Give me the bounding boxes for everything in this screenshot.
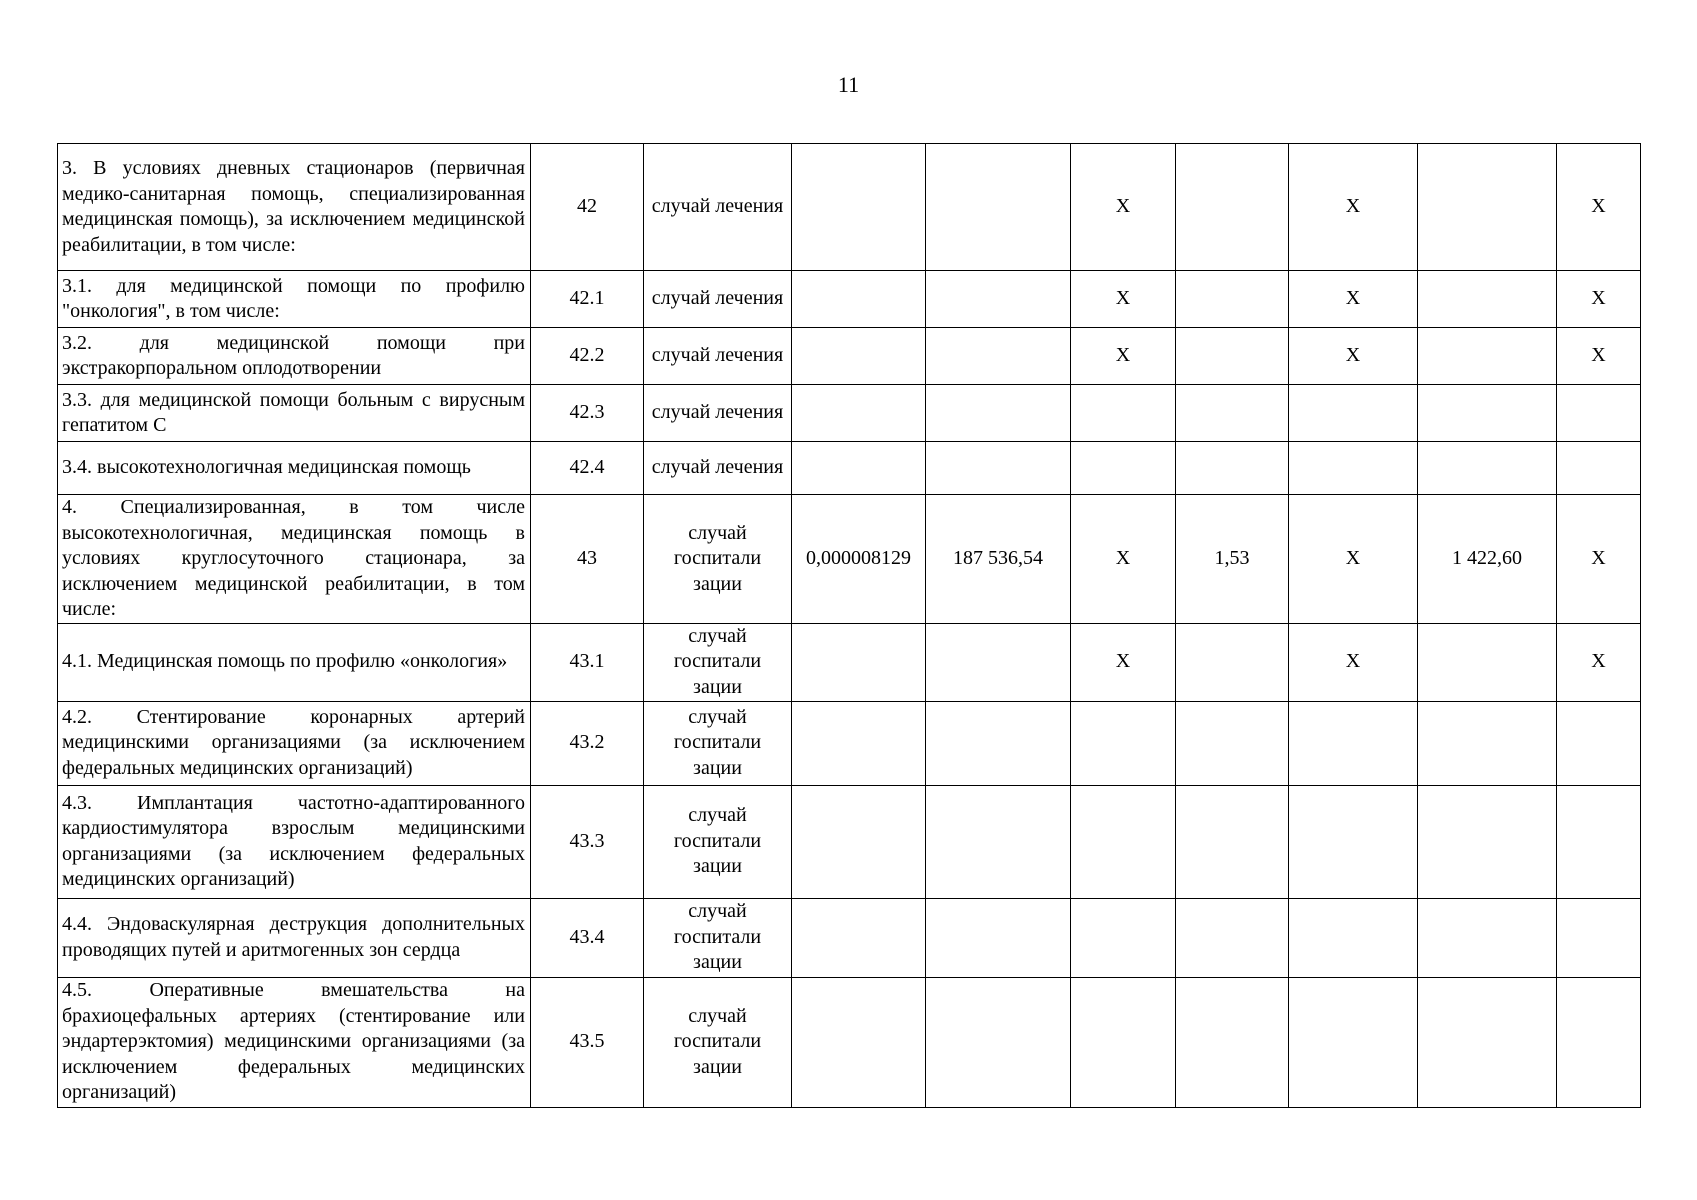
page-number: 11 — [837, 72, 860, 97]
cell-col10: Х — [1557, 328, 1641, 385]
row-name: 3.4. высокотехнологичная медицинская помощь — [58, 442, 531, 495]
table-row — [58, 328, 1641, 385]
cell-col8 — [1289, 785, 1418, 898]
cell-col10 — [1557, 385, 1641, 442]
row-unit: случай лечения — [644, 271, 792, 328]
cell-col5 — [926, 977, 1071, 1107]
data-table — [57, 143, 1641, 1108]
cell-col8 — [1289, 442, 1418, 495]
table-row — [58, 442, 1641, 495]
cell-col6 — [1071, 442, 1176, 495]
cell-col9 — [1418, 977, 1557, 1107]
cell-col6 — [1071, 977, 1176, 1107]
row-name: 4.2. Стентирование коронарных артерий медицинскими организациями (за исключением федеральных медицинских организаций) — [58, 701, 531, 785]
row-unit: случай госпитали зации — [644, 495, 792, 624]
row-name: 4.3. Имплантация частотно-адаптированного кардиостимулятора взрослым медицинскими организациями (за исключением федеральных медицинских организаций) — [58, 785, 531, 898]
cell-col4 — [792, 328, 926, 385]
cell-col7 — [1176, 442, 1289, 495]
cell-col9 — [1418, 701, 1557, 785]
row-name: 3.1. для медицинской помощи по профилю "онкология", в том числе: — [58, 271, 531, 328]
cell-col6: Х — [1071, 271, 1176, 328]
cell-col6: Х — [1071, 623, 1176, 701]
row-name: 3. В условиях дневных стационаров (первичная медико-санитарная помощь, специализированная медицинская помощь), за исключением медицинской реабилитации, в том числе: — [58, 144, 531, 271]
row-code: 43.5 — [531, 977, 644, 1107]
cell-col10: Х — [1557, 271, 1641, 328]
cell-col4 — [792, 623, 926, 701]
row-name: 3.3. для медицинской помощи больным с вирусным гепатитом С — [58, 385, 531, 442]
table-row — [58, 623, 1641, 701]
cell-col7 — [1176, 144, 1289, 271]
cell-col8: Х — [1289, 328, 1418, 385]
cell-col6: Х — [1071, 328, 1176, 385]
row-code: 43.2 — [531, 701, 644, 785]
row-unit: случай госпитали зации — [644, 701, 792, 785]
cell-col7 — [1176, 701, 1289, 785]
cell-col5 — [926, 144, 1071, 271]
cell-col8 — [1289, 701, 1418, 785]
cell-col9 — [1418, 385, 1557, 442]
row-unit: случай лечения — [644, 144, 792, 271]
row-code: 43.1 — [531, 623, 644, 701]
row-name: 4. Специализированная, в том числе высокотехнологичная, медицинская помощь в условиях круглосуточного стационара, за исключением медицинской реабилитации, в том числе: — [58, 495, 531, 624]
cell-col9: 1 422,60 — [1418, 495, 1557, 624]
cell-col4 — [792, 701, 926, 785]
row-code: 43 — [531, 495, 644, 624]
cell-col10 — [1557, 785, 1641, 898]
cell-col5 — [926, 442, 1071, 495]
cell-col7 — [1176, 898, 1289, 977]
cell-col8 — [1289, 977, 1418, 1107]
table-row — [58, 898, 1641, 977]
cell-col5 — [926, 623, 1071, 701]
row-unit: случай госпитали зации — [644, 623, 792, 701]
table-body — [58, 144, 1641, 1108]
cell-col9 — [1418, 271, 1557, 328]
cell-col5: 187 536,54 — [926, 495, 1071, 624]
row-name: 4.5. Оперативные вмешательства на брахиоцефальных артериях (стентирование или эндартерэктомия) медицинскими организациями (за исключением федеральных медицинских организаций) — [58, 977, 531, 1107]
row-code: 42 — [531, 144, 644, 271]
cell-col10 — [1557, 898, 1641, 977]
row-code: 42.2 — [531, 328, 644, 385]
cell-col4: 0,000008129 — [792, 495, 926, 624]
cell-col5 — [926, 328, 1071, 385]
cell-col7: 1,53 — [1176, 495, 1289, 624]
cell-col8: Х — [1289, 144, 1418, 271]
cell-col4 — [792, 385, 926, 442]
row-code: 42.3 — [531, 385, 644, 442]
table-row — [58, 701, 1641, 785]
cell-col6 — [1071, 701, 1176, 785]
cell-col10: Х — [1557, 495, 1641, 624]
cell-col4 — [792, 271, 926, 328]
row-code: 43.4 — [531, 898, 644, 977]
table-row — [58, 385, 1641, 442]
cell-col10 — [1557, 442, 1641, 495]
cell-col10 — [1557, 701, 1641, 785]
row-unit: случай лечения — [644, 442, 792, 495]
cell-col8: Х — [1289, 271, 1418, 328]
row-code: 43.3 — [531, 785, 644, 898]
table-row — [58, 785, 1641, 898]
table-row — [58, 495, 1641, 624]
row-name: 4.4. Эндоваскулярная деструкция дополнительных проводящих путей и аритмогенных зон сердца — [58, 898, 531, 977]
cell-col7 — [1176, 977, 1289, 1107]
cell-col4 — [792, 898, 926, 977]
table-row — [58, 977, 1641, 1107]
cell-col8 — [1289, 898, 1418, 977]
cell-col6 — [1071, 785, 1176, 898]
cell-col5 — [926, 271, 1071, 328]
cell-col9 — [1418, 144, 1557, 271]
cell-col7 — [1176, 385, 1289, 442]
cell-col4 — [792, 144, 926, 271]
row-code: 42.1 — [531, 271, 644, 328]
cell-col6 — [1071, 385, 1176, 442]
cell-col6: Х — [1071, 144, 1176, 271]
cell-col7 — [1176, 623, 1289, 701]
cell-col9 — [1418, 623, 1557, 701]
row-code: 42.4 — [531, 442, 644, 495]
cell-col6: Х — [1071, 495, 1176, 624]
cell-col9 — [1418, 442, 1557, 495]
row-unit: случай госпитали зации — [644, 898, 792, 977]
cell-col9 — [1418, 898, 1557, 977]
cell-col9 — [1418, 785, 1557, 898]
cell-col10 — [1557, 977, 1641, 1107]
row-name: 3.2. для медицинской помощи при экстракорпоральном оплодотворении — [58, 328, 531, 385]
cell-col5 — [926, 385, 1071, 442]
row-name: 4.1. Медицинская помощь по профилю «онкология» — [58, 623, 531, 701]
cell-col9 — [1418, 328, 1557, 385]
cell-col10: Х — [1557, 144, 1641, 271]
table-row — [58, 144, 1641, 271]
cell-col7 — [1176, 328, 1289, 385]
row-unit: случай лечения — [644, 328, 792, 385]
cell-col7 — [1176, 785, 1289, 898]
cell-col4 — [792, 442, 926, 495]
cell-col4 — [792, 977, 926, 1107]
cell-col6 — [1071, 898, 1176, 977]
table-row — [58, 271, 1641, 328]
cell-col4 — [792, 785, 926, 898]
cell-col5 — [926, 898, 1071, 977]
row-unit: случай лечения — [644, 385, 792, 442]
cell-col5 — [926, 785, 1071, 898]
cell-col8: Х — [1289, 623, 1418, 701]
cell-col5 — [926, 701, 1071, 785]
row-unit: случай госпитали зации — [644, 977, 792, 1107]
cell-col8 — [1289, 385, 1418, 442]
cell-col7 — [1176, 271, 1289, 328]
cell-col10: Х — [1557, 623, 1641, 701]
cell-col8: Х — [1289, 495, 1418, 624]
row-unit: случай госпитали зации — [644, 785, 792, 898]
